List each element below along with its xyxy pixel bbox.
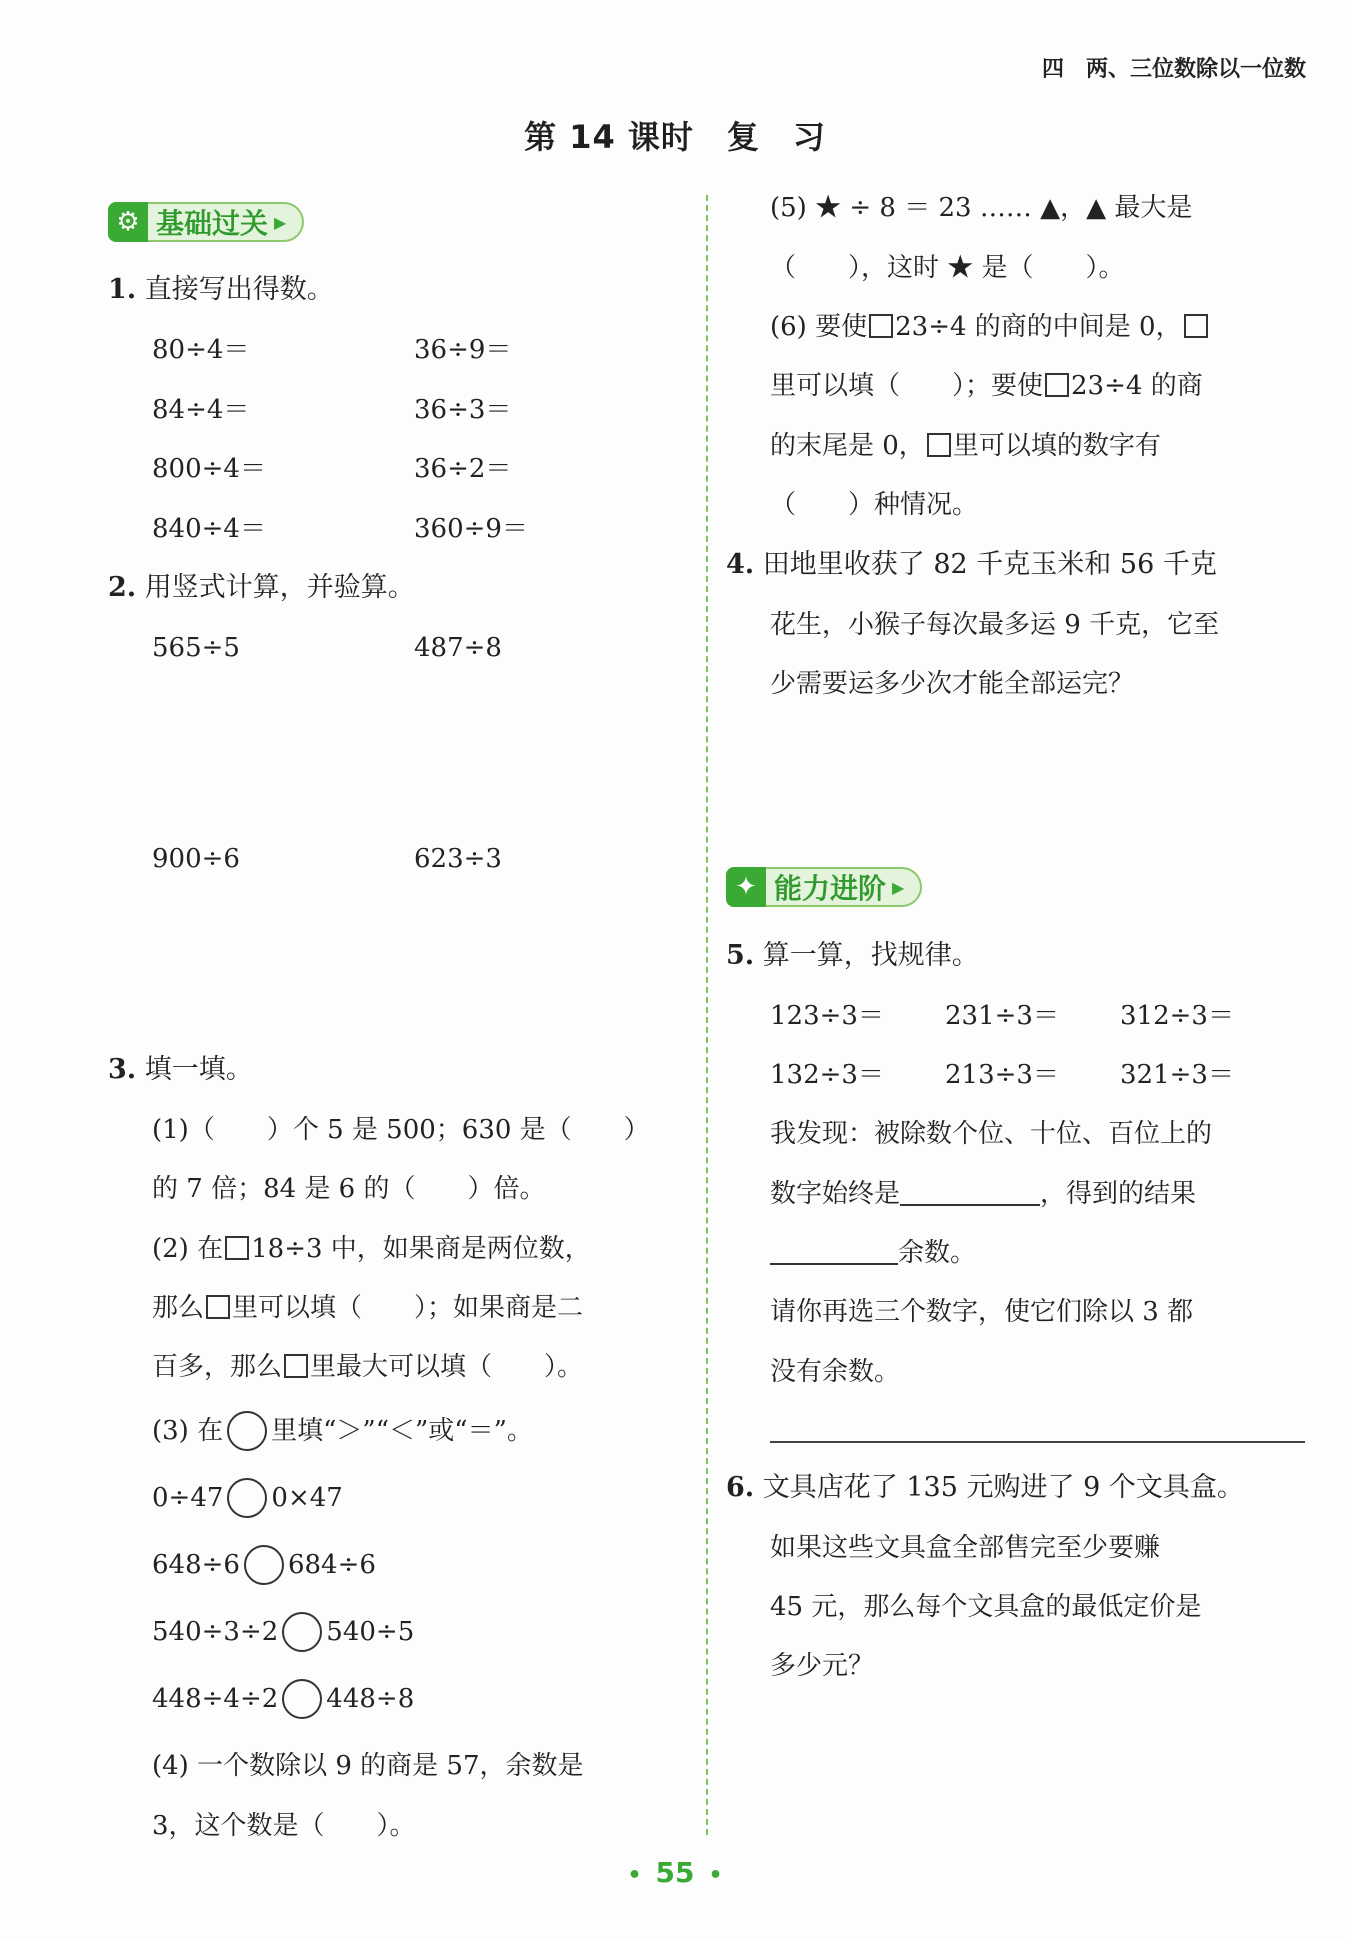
q3-part1-line1: (1)（ ）个 5 是 500；630 是（ ） (152, 1115, 650, 1145)
question-5 (726, 938, 979, 974)
q3-part5-line1: (5) ★ ÷ 8 ＝ 23 …… ▲，▲ 最大是 (770, 193, 1193, 223)
q1-item: 840÷4＝ (152, 514, 266, 544)
arrow-icon: ▶ (892, 877, 905, 897)
question-text: 田地里收获了 82 千克玉米和 56 千克 (762, 549, 1217, 580)
text: 0×47 (271, 1483, 343, 1513)
q1-item: 36÷2＝ (414, 454, 512, 484)
chapter-title: 四 两、三位数除以一位数 (1041, 57, 1306, 82)
q2-item: 900÷6 (152, 844, 240, 874)
page-number (0, 1856, 1350, 1889)
text: 里可以填（ ）；如果商是二 (232, 1293, 584, 1323)
q3-part6-line4: （ ）种情况。 (770, 490, 979, 520)
question-number: 4. (726, 549, 755, 580)
dot-icon: • (627, 1863, 642, 1888)
dot-icon: • (708, 1863, 723, 1888)
square-box (206, 1295, 230, 1319)
q5-line3 (770, 1235, 976, 1271)
question-number: 6. (726, 1472, 755, 1503)
q5-item: 231÷3＝ (945, 1001, 1059, 1031)
text: 540÷5 (326, 1617, 415, 1647)
text: 百多，那么 (152, 1352, 283, 1382)
text: 448÷4÷2 (152, 1684, 279, 1714)
question-text: 用竖式计算，并验算。 (144, 572, 415, 603)
q3-part5-line2: （ ），这时 ★ 是（ ）。 (770, 253, 1125, 283)
answer-blank[interactable] (770, 1237, 898, 1265)
question-4 (726, 547, 1217, 583)
q3-part2-line1 (152, 1231, 591, 1267)
text: 余数。 (898, 1238, 977, 1268)
text: 648÷6 (152, 1550, 240, 1580)
question-3 (108, 1052, 253, 1088)
q6-line4: 多少元？ (770, 1651, 875, 1681)
q3-part6-line3 (770, 428, 1161, 464)
square-box (1184, 314, 1208, 338)
q4-line2: 花生，小猴子每次最多运 9 千克，它至 (770, 610, 1220, 640)
column-divider (706, 195, 708, 1835)
q3-part4-line2: 3，这个数是（ ）。 (152, 1811, 416, 1841)
q3-part1-line2: 的 7 倍；84 是 6 的（ ）倍。 (152, 1174, 546, 1204)
q5-item: 213÷3＝ (945, 1060, 1059, 1090)
question-number: 1. (108, 274, 137, 305)
text: 里填“＞”“＜”或“＝”。 (271, 1416, 533, 1446)
question-text: 算一算，找规律。 (762, 940, 979, 971)
q2-item: 623÷3 (414, 844, 502, 874)
answer-blank[interactable] (900, 1178, 1040, 1206)
question-number: 5. (726, 940, 755, 971)
text: (6) 要使 (770, 312, 868, 342)
q1-item: 36÷3＝ (414, 395, 512, 425)
answer-line[interactable] (770, 1441, 1305, 1443)
question-2 (108, 570, 415, 606)
square-box (225, 1236, 249, 1260)
text: 里最大可以填（ ）。 (310, 1352, 584, 1382)
square-box (1045, 373, 1069, 397)
arrow-icon: ▶ (274, 212, 287, 232)
text: 里可以填（ ）；要使 (770, 371, 1044, 401)
q2-item: 565÷5 (152, 633, 240, 663)
q4-line3: 少需要运多少次才能全部运完？ (770, 669, 1135, 699)
compare-row (152, 1478, 343, 1518)
q1-item: 800÷4＝ (152, 454, 266, 484)
text: 那么 (152, 1293, 205, 1323)
square-box (284, 1354, 308, 1378)
question-text: 文具店花了 135 元购进了 9 个文具盒。 (762, 1472, 1244, 1503)
q2-item: 487÷8 (414, 633, 502, 663)
q3-part2-line2 (152, 1290, 583, 1326)
text: 23÷4 的商的中间是 0， (895, 312, 1182, 342)
page-number-text: 55 (655, 1856, 695, 1889)
q6-line2: 如果这些文具盒全部售完至少要赚 (770, 1533, 1161, 1563)
text: 448÷8 (326, 1684, 415, 1714)
circle-box[interactable] (282, 1612, 322, 1652)
question-1 (108, 272, 334, 308)
q1-item: 36÷9＝ (414, 335, 512, 365)
q5-item: 123÷3＝ (770, 1001, 884, 1031)
text: 540÷3÷2 (152, 1617, 279, 1647)
question-text: 填一填。 (144, 1054, 253, 1085)
text: 18÷3 中，如果商是两位数， (251, 1234, 591, 1264)
q1-item: 84÷4＝ (152, 395, 250, 425)
section-label-advanced: 能力进阶 (774, 872, 887, 905)
text: 0÷47 (152, 1483, 224, 1513)
text: ，得到的结果 (1040, 1179, 1197, 1209)
circle-box[interactable] (244, 1545, 284, 1585)
question-6 (726, 1470, 1244, 1506)
q3-part4-line1: (4) 一个数除以 9 的商是 57，余数是 (152, 1751, 584, 1781)
q3-part6-line2 (770, 368, 1203, 404)
q1-item: 80÷4＝ (152, 335, 250, 365)
compare-row (152, 1612, 414, 1652)
lesson-title: 第 14 课时 复 习 (524, 118, 826, 156)
gear-icon: ⚙ (108, 202, 148, 242)
q5-item: 321÷3＝ (1120, 1060, 1234, 1090)
q3-part3 (152, 1411, 533, 1451)
text: (2) 在 (152, 1234, 224, 1264)
q5-line1: 我发现：被除数个位、十位、百位上的 (770, 1119, 1213, 1149)
q5-item: 132÷3＝ (770, 1060, 884, 1090)
runner-icon: ✦ (726, 867, 766, 907)
q5-line2 (770, 1176, 1196, 1212)
square-box (927, 433, 951, 457)
square-box (869, 314, 893, 338)
q5-line5: 没有余数。 (770, 1357, 901, 1387)
question-number: 3. (108, 1054, 137, 1085)
text: 数字始终是 (770, 1179, 901, 1209)
section-badge-advanced (726, 867, 922, 907)
q3-part2-line3 (152, 1349, 583, 1385)
text: 684÷6 (287, 1550, 376, 1580)
circle-box (227, 1411, 267, 1451)
compare-row (152, 1545, 376, 1585)
q6-line3: 45 元，那么每个文具盒的最低定价是 (770, 1592, 1202, 1622)
question-number: 2. (108, 572, 137, 603)
circle-box[interactable] (282, 1679, 322, 1719)
section-badge-basic (108, 202, 304, 242)
q1-item: 360÷9＝ (414, 514, 528, 544)
compare-row (152, 1679, 414, 1719)
text: 里可以填的数字有 (952, 431, 1161, 461)
text: (3) 在 (152, 1416, 224, 1446)
question-text: 直接写出得数。 (144, 274, 334, 305)
section-label-basic: 基础过关 (156, 207, 269, 240)
q5-item: 312÷3＝ (1120, 1001, 1234, 1031)
text: 23÷4 的商 (1071, 371, 1203, 401)
text: 的末尾是 0， (770, 431, 925, 461)
q5-line4: 请你再选三个数字，使它们除以 3 都 (770, 1297, 1194, 1327)
circle-box[interactable] (227, 1478, 267, 1518)
q3-part6-line1 (770, 309, 1210, 345)
